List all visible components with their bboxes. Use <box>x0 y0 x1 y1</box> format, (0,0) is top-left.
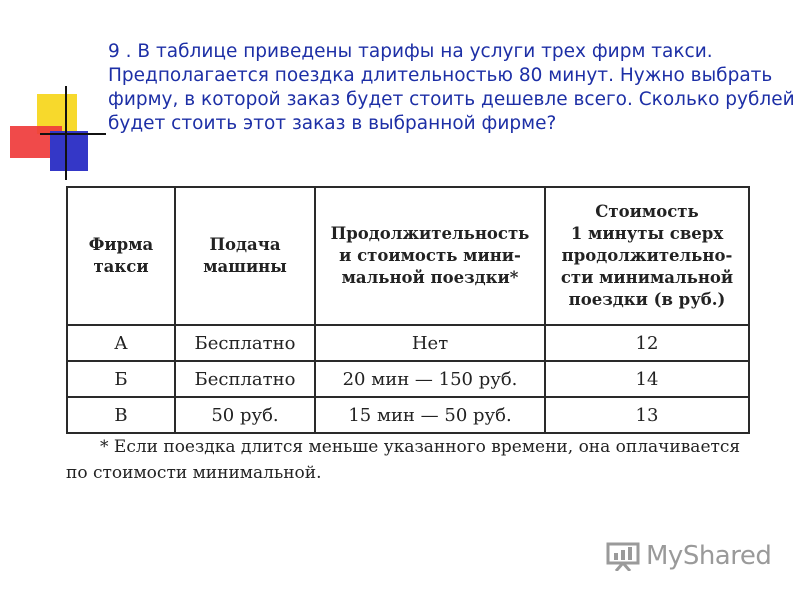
footnote <box>66 434 796 486</box>
decorative-blue-square <box>50 131 88 171</box>
presentation-board-icon <box>606 541 640 571</box>
cell-per-minute: 12 <box>545 325 749 361</box>
watermark-logo <box>606 540 771 572</box>
cell-pickup: 50 руб. <box>175 397 315 433</box>
cell-pickup: Бесплатно <box>175 361 315 397</box>
table-row <box>67 325 749 361</box>
cell-minimum-trip: Нет <box>315 325 545 361</box>
header-per-minute-cost: Стоимость 1 минуты сверх продолжительно- сти минимальной поездки (в руб.) <box>545 187 749 325</box>
cell-minimum-trip: 20 мин — 150 руб. <box>315 361 545 397</box>
header-minimum-trip: Продолжительность и стоимость мини- мальной поездки* <box>315 187 545 325</box>
table-header-row <box>67 187 749 325</box>
cell-per-minute: 13 <box>545 397 749 433</box>
tariff-table <box>66 186 750 434</box>
cell-firm: В <box>67 397 175 433</box>
cell-minimum-trip: 15 мин — 50 руб. <box>315 397 545 433</box>
table-row <box>67 361 749 397</box>
footnote-line-2: по стоимости минимальной. <box>66 463 322 483</box>
decorative-horizontal-line <box>40 133 106 135</box>
footnote-line-1: * Если поездка длится меньше указанного времени, она оплачивается <box>100 437 741 457</box>
cell-firm: А <box>67 325 175 361</box>
cell-firm: Б <box>67 361 175 397</box>
watermark-text: MyShared <box>646 541 772 571</box>
header-firm: Фирма такси <box>67 187 175 325</box>
table-row <box>67 397 749 433</box>
cell-per-minute: 14 <box>545 361 749 397</box>
cell-pickup: Бесплатно <box>175 325 315 361</box>
header-pickup: Подача машины <box>175 187 315 325</box>
question-text: 9 . В таблице приведены тарифы на услуги трех фирм такси. Предполагается поездка длительностью 80 минут. Нужно выбрать фирму, в которой заказ будет стоить дешевле всего. Сколько рублей будет стоить этот заказ в выбранной фирме? <box>108 41 795 134</box>
